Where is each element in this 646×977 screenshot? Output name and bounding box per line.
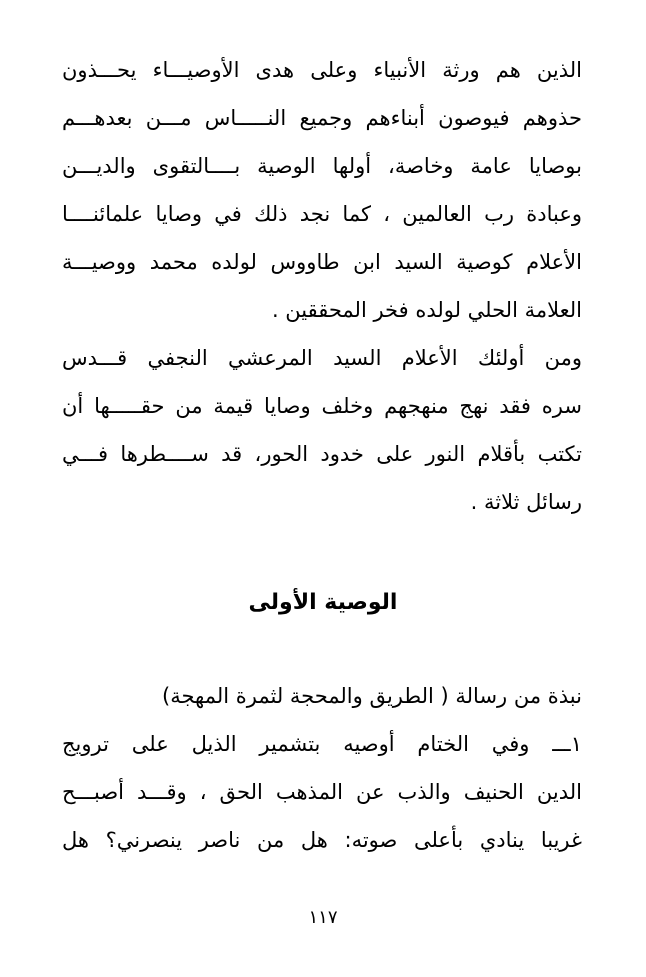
- text-line: الأعلام كوصية السيد ابن طاووس لولده محمد ووصيـــة: [62, 250, 582, 274]
- text-line: رسائل ثلاثة .: [470, 490, 582, 514]
- text-line: غريبا ينادي بأعلى صوته: هل من ناصر ينصرني؟ هل: [62, 828, 582, 852]
- text-line: الذين هم ورثة الأنبياء وعلى هدى الأوصيـــاء يحـــذون: [62, 58, 582, 82]
- page-number: ١١٧: [308, 907, 338, 928]
- text-line: ١ـــ وفي الختام أوصيه بتشمير الذيل على ترويج: [62, 732, 582, 756]
- text-line: وعبادة رب العالمين ، كما نجد ذلك في وصايا علمائنــــا: [62, 202, 582, 226]
- text-line: حذوهم فيوصون أبناءهم وجميع النـــــاس مـــن بعدهـــم: [62, 106, 582, 130]
- text-line: تكتب بأقلام النور على خدود الحور، قد ســــطرها فـــي: [62, 442, 582, 466]
- text-line: ومن أولئك الأعلام السيد المرعشي النجفي قـــدس: [62, 346, 582, 370]
- text-line: العلامة الحلي لولده فخر المحققين .: [271, 298, 582, 322]
- text-line: نبذة من رسالة ( الطريق والمحجة لثمرة المهجة): [162, 684, 582, 708]
- text-line: الدين الحنيف والذب عن المذهب الحق ، وقـــد أصبـــح: [62, 780, 582, 804]
- text-line: سره فقد نهج منهجهم وخلف وصايا قيمة من حقـــــها أن: [62, 394, 582, 418]
- section-heading: الوصية الأولى: [248, 590, 398, 615]
- text-line: بوصايا عامة وخاصة، أولها الوصية بــــالتقوى والديـــن: [62, 154, 582, 178]
